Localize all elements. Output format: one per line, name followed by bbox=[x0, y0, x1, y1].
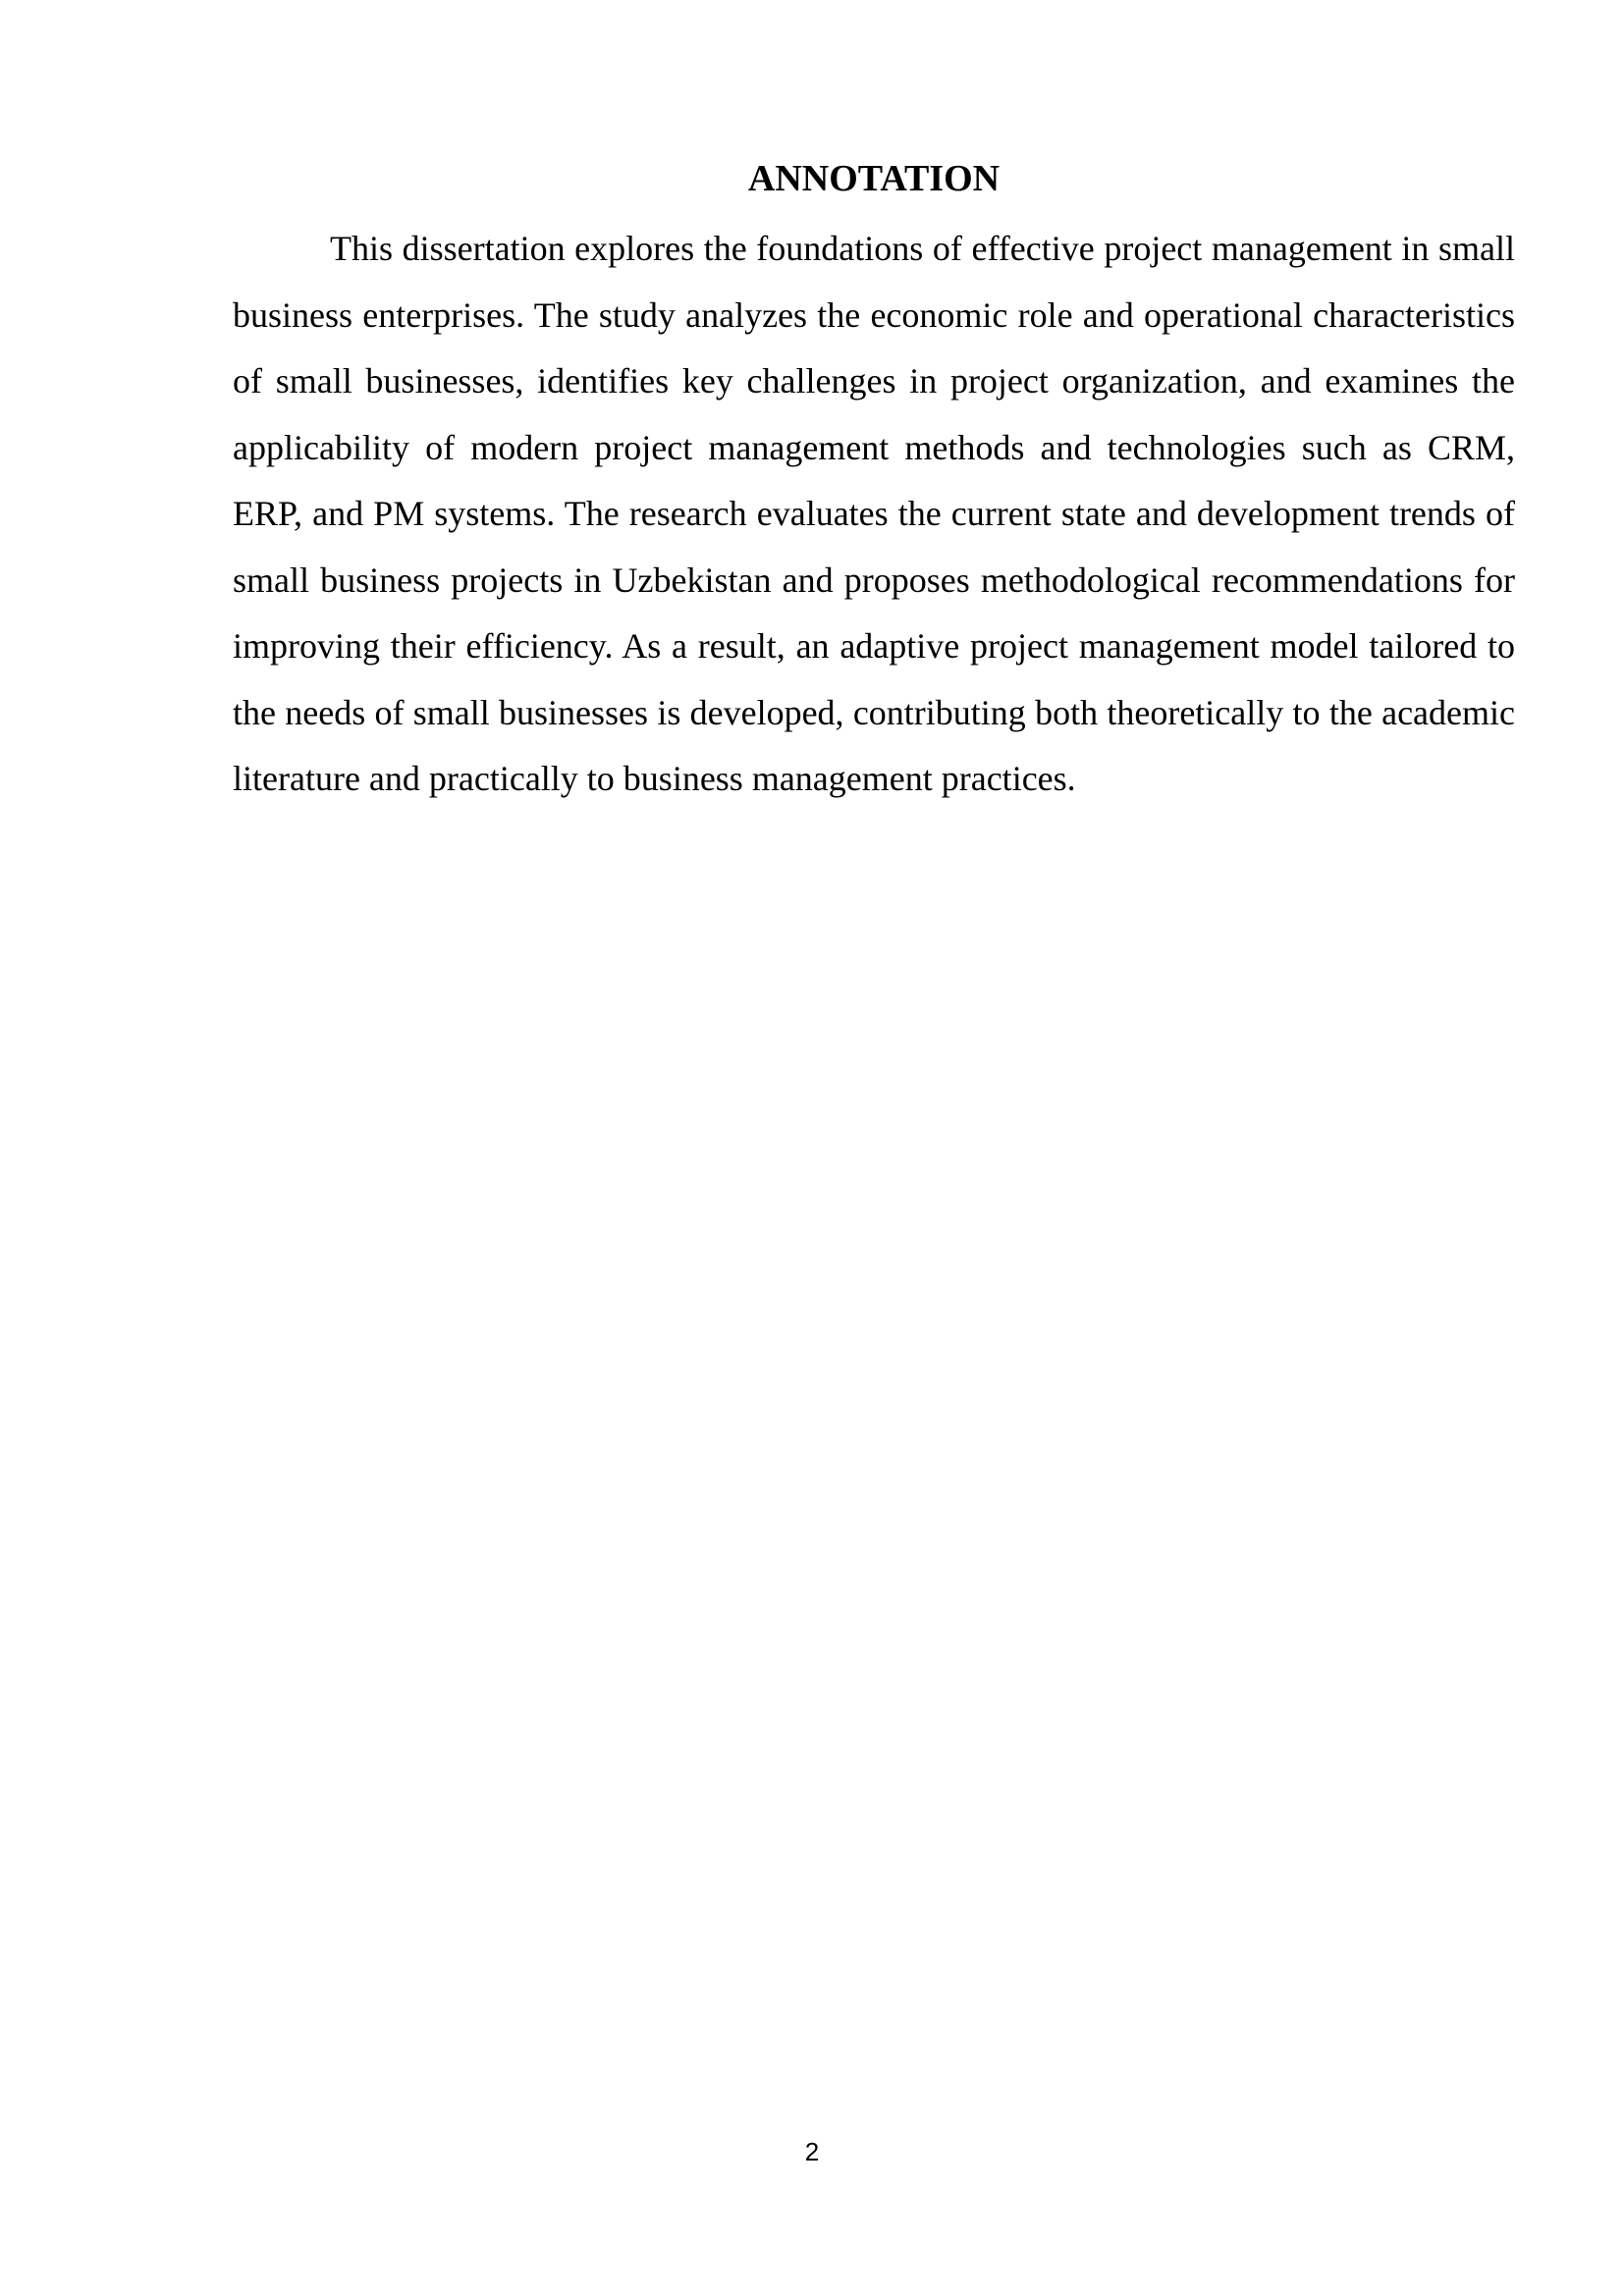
page-number: 2 bbox=[804, 2137, 820, 2166]
page-title: ANNOTATION bbox=[747, 158, 1001, 199]
annotation-paragraph: This dissertation explores the foundations of effective project management in small business enterprises. The study analyzes the economic role and operational characteristics of small businesses, identifies key challenges in project organization, and examines the applicability of modern project management methods and technologies such as CRM, ERP, and PM systems. The research evaluates the current state and development trends of small business projects in Uzbekistan and proposes methodological recommendations for improving their efficiency. As a result, an adaptive project management model tailored to the needs of small businesses is developed, contributing both theoretically to the academic literature and practically to business management practices. bbox=[233, 229, 1515, 798]
